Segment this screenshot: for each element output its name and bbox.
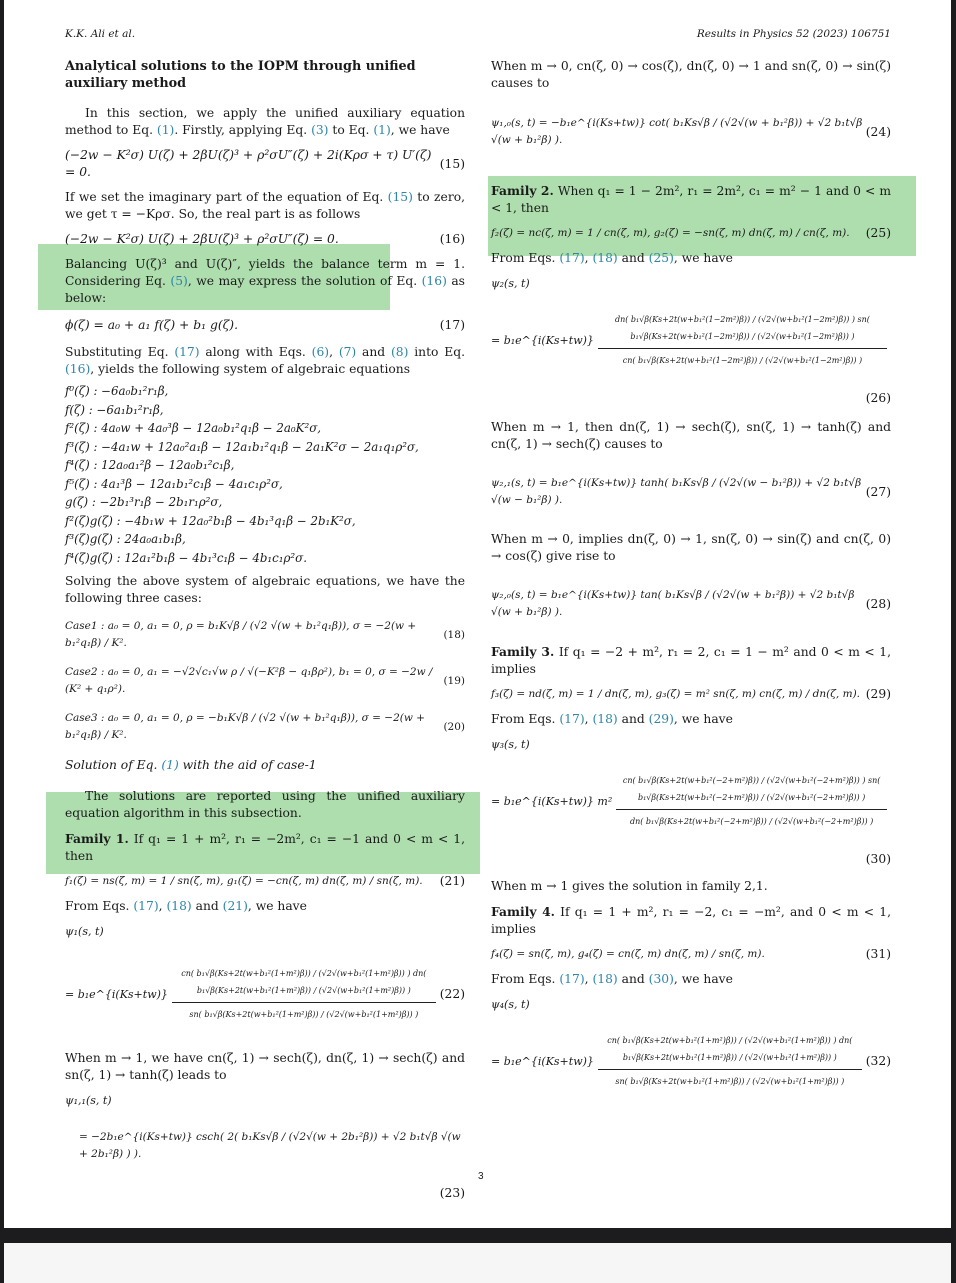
text: , yields the following system of algebraic equations (90, 362, 411, 376)
text: and (617, 251, 649, 265)
system-line: f³(ζ)g(ζ) : 24a₀a₁b₁β, (65, 532, 186, 546)
fraction-denominator: dn( b₁√β(Ks+2t(w+b₁²(−2+m²)β)) / (√2√(w+b₁²(−2+m²)β)) ) (629, 817, 874, 826)
equation-body: f₃(ζ) = nd(ζ, m) = 1 / dn(ζ, m), g₃(ζ) = m² sn(ζ, m) cn(ζ, m) / dn(ζ, m). (491, 688, 860, 700)
fraction-denominator: sn( b₁√β(Ks+2t(w+b₁²(1+m²)β)) / (√2√(w+b₁²(1+m²)β)) ) (189, 1010, 419, 1019)
eq-ref[interactable]: (15) (387, 190, 413, 204)
text: , we have (247, 899, 307, 913)
subsection-heading (65, 757, 465, 774)
text: as below: (65, 274, 465, 305)
equation-number: (23) (439, 1186, 465, 1200)
equation-body: f₁(ζ) = ns(ζ, m) = 1 / sn(ζ, m), g₁(ζ) = −cn(ζ, m) dn(ζ, m) / sn(ζ, m). (65, 875, 423, 887)
equation-number: (31) (865, 947, 891, 961)
text: , (329, 345, 339, 359)
equation-27 (491, 461, 891, 523)
eq-ref[interactable]: (6) (311, 345, 330, 359)
paragraph (65, 105, 465, 139)
text: and (617, 712, 649, 726)
eq-ref[interactable]: (17) (559, 972, 585, 986)
system-line: f²(ζ)g(ζ) : −4b₁w + 12a₀²b₁β − 4b₁³q₁β − 2b₁K²σ, (65, 513, 356, 528)
text: If q₁ = −2 + m², r₁ = 2, c₁ = 1 − m² and 0 < m < 1, implies (491, 645, 891, 676)
equation-20 (65, 707, 465, 747)
eq-ref[interactable]: (17) (559, 712, 585, 726)
equation-prefix: = b₁e^{i(Ks+tw)} (65, 987, 168, 1001)
header-journal: Results in Physics 52 (2023) 106751 (696, 28, 891, 40)
family-label: Family 2. (491, 183, 554, 198)
equation-24 (491, 100, 891, 164)
text: If we set the imaginary part of the equation of Eq. (65, 190, 388, 204)
eq-ref[interactable]: (21) (222, 899, 248, 913)
family-2-statement (491, 182, 891, 217)
fraction-numerator: dn( b₁√β(Ks+2t(w+b₁²(1−2m²)β)) / (√2√(w+b₁²(1−2m²)β)) ) sn( b₁√β(Ks+2t(w+b₁²(1−2m²)β)) / (√2√(w+b₁²(1−2m²)β)) ) (598, 311, 887, 349)
equation-prefix: = b₁e^{i(Ks+tw)} m² (491, 794, 613, 808)
text: , we may express the solution of Eq. (187, 274, 422, 288)
paragraph: When m → 1, we have cn(ζ, 1) → sech(ζ), dn(ζ, 1) → sech(ζ) and sn(ζ, 1) → tanh(ζ) leads to (65, 1051, 465, 1082)
equation-number: (24) (865, 124, 891, 139)
text: into Eq. (408, 345, 465, 359)
fraction-denominator: cn( b₁√β(Ks+2t(w+b₁²(1−2m²)β)) / (√2√(w+b₁²(1−2m²)β)) ) (622, 356, 863, 365)
text: In this section, we apply the unified auxiliary equation method to Eq. (65, 106, 465, 137)
text: with the aid of case-1 (178, 758, 317, 772)
text: Balancing U(ζ)³ and U(ζ)″, yields the balance term m = 1. Considering Eq. (65, 257, 465, 288)
paragraph (491, 711, 891, 728)
equation-body: ψ₁,₀(s, t) = −b₁e^{i(Ks+tw)} cot( b₁Ks√β / (√2√(w + b₁²β)) + √2 b₁t√β √(w + b₁²β) ). (491, 117, 863, 146)
eq-ref[interactable]: (1) (156, 123, 175, 137)
eq-ref[interactable]: (25) (648, 251, 674, 265)
eq-ref[interactable]: (1) (161, 758, 179, 772)
equation-number: (32) (865, 1053, 891, 1068)
pdf-page (4, 0, 951, 1228)
eq-ref[interactable]: (18) (592, 712, 618, 726)
text: , we have (673, 251, 733, 265)
text: , (158, 899, 167, 913)
text: , we have (390, 123, 450, 137)
equation-30 (491, 759, 891, 843)
fraction-denominator: sn( b₁√β(Ks+2t(w+b₁²(1+m²)β)) / (√2√(w+b₁²(1+m²)β)) ) (615, 1077, 845, 1086)
equation-body: ψ₂,₀(s, t) = b₁e^{i(Ks+tw)} tan( b₁Ks√β / (√2√(w + b₁²β)) + √2 b₁t√β √(w + b₁²β) ). (491, 589, 855, 618)
text: to zero, we get τ = −Kρσ. So, the real part is as follows (65, 190, 466, 221)
paragraph (491, 971, 891, 988)
paragraph: When m → 0, implies dn(ζ, 0) → 1, sn(ζ, 0) → sin(ζ) and cn(ζ, 0) → cos(ζ) give rise to (491, 532, 891, 563)
text: , we have (673, 972, 733, 986)
text: When q₁ = 1 − 2m², r₁ = 2m², c₁ = m² − 1 and 0 < m < 1, then (491, 184, 891, 215)
equation-number: (18) (443, 628, 465, 641)
equation-21 (65, 873, 465, 890)
left-column (65, 58, 465, 1202)
text: From Eqs. (491, 712, 560, 726)
algebraic-system (65, 382, 465, 567)
eq-ref[interactable]: (29) (648, 712, 674, 726)
eq-ref[interactable]: (17) (174, 345, 200, 359)
system-line: f⁰(ζ) : −6a₀b₁²r₁β, (65, 384, 169, 398)
text: , (584, 972, 593, 986)
family-label: Family 4. (491, 904, 555, 919)
equation-body: Case3 : a₀ = 0, a₁ = 0, ρ = −b₁K√β / (√2 √(w + b₁²q₁β)), σ = −2(w + b₁²q₁β) / K². (65, 712, 425, 741)
system-line: f⁴(ζ) : 12a₀a₁²β − 12a₀b₁²c₁β, (65, 458, 235, 472)
fraction-numerator: cn( b₁√β(Ks+2t(w+b₁²(1+m²)β)) / (√2√(w+b₁²(1+m²)β)) ) dn( b₁√β(Ks+2t(w+b₁²(1+m²)β)) / (√2√(w+b₁²(1+m²)β)) ) (598, 1032, 862, 1070)
paragraph: When m → 1, then dn(ζ, 1) → sech(ζ), sn(ζ, 1) → tanh(ζ) and cn(ζ, 1) → sech(ζ) causes to (491, 420, 891, 451)
family-label: Family 3. (491, 644, 555, 659)
equation-28 (491, 573, 891, 635)
equation-number: (25) (865, 226, 891, 240)
equation-body: Case2 : a₀ = 0, a₁ = −√2√c₁√w ρ / √(−K²β − q₁βρ²), b₁ = 0, σ = −2w / (K² + q₁ρ²). (65, 666, 433, 695)
text: If q₁ = 1 + m², r₁ = −2, c₁ = −m², and 0 < m < 1, implies (491, 905, 891, 936)
paragraph: Solving the above system of algebraic equations, we have the following three cases: (65, 574, 465, 605)
equation-17 (65, 317, 465, 334)
psi11-label: ψ₁,₁(s, t) (65, 1094, 112, 1107)
psi1-label: ψ₁(s, t) (65, 925, 104, 938)
equation-body: f₄(ζ) = sn(ζ, m), g₄(ζ) = cn(ζ, m) dn(ζ, m) / sn(ζ, m). (491, 948, 765, 960)
fraction-numerator: cn( b₁√β(Ks+2t(w+b₁²(1+m²)β)) / (√2√(w+b₁²(1+m²)β)) ) dn( b₁√β(Ks+2t(w+b₁²(1+m²)β)) / (√2√(w+b₁²(1+m²)β)) ) (172, 965, 436, 1003)
equation-number: (30) (865, 852, 891, 866)
page-number: 3 (478, 1171, 484, 1182)
family-4-statement (491, 903, 891, 938)
equation-15 (65, 147, 465, 181)
equation-31 (491, 946, 891, 963)
text: to Eq. (328, 123, 374, 137)
psi4-label: ψ₄(s, t) (491, 998, 530, 1011)
equation-number: (26) (865, 391, 891, 405)
equation-number: (29) (865, 687, 891, 701)
text: along with Eqs. (199, 345, 312, 359)
equation-23 (65, 1115, 465, 1177)
paragraph (65, 189, 465, 223)
equation-26 (491, 298, 891, 382)
eq-ref[interactable]: (18) (592, 251, 618, 265)
equation-number: (21) (439, 874, 465, 888)
text: and (191, 899, 223, 913)
text: , (584, 712, 593, 726)
equation-22 (65, 946, 465, 1042)
equation-number: (20) (443, 720, 465, 733)
equation-fraction (168, 965, 440, 1023)
paragraph (491, 250, 891, 267)
eq-ref[interactable]: (5) (170, 274, 188, 288)
equation-number: (17) (439, 318, 465, 332)
equation-18 (65, 615, 465, 655)
text: Substituting Eq. (65, 345, 175, 359)
eq-ref[interactable]: (8) (390, 345, 409, 359)
equation-25 (491, 225, 891, 242)
eq-ref[interactable]: (16) (65, 362, 91, 376)
fraction-numerator: cn( b₁√β(Ks+2t(w+b₁²(−2+m²)β)) / (√2√(w+b₁²(−2+m²)β)) ) sn( b₁√β(Ks+2t(w+b₁²(−2+m²)β)) / (√2√(w+b₁²(−2+m²)β)) ) (616, 772, 887, 810)
paragraph (65, 898, 465, 915)
text: , (584, 251, 593, 265)
text: If q₁ = 1 + m², r₁ = −2m², c₁ = −1 and 0 < m < 1, then (65, 832, 465, 863)
equation-fraction (594, 1032, 866, 1090)
equation-body: (−2w − K²σ) U(ζ) + 2βU(ζ)³ + ρ²σU″(ζ) + 2i(Kρσ + τ) U′(ζ) = 0. (65, 148, 432, 179)
text: and (356, 345, 391, 359)
eq-ref[interactable]: (18) (166, 899, 192, 913)
eq-ref[interactable]: (30) (648, 972, 674, 986)
equation-16 (65, 231, 465, 248)
equation-number: (28) (865, 596, 891, 611)
paragraph (65, 344, 465, 378)
text: From Eqs. (491, 251, 560, 265)
equation-body: f₂(ζ) = nc(ζ, m) = 1 / cn(ζ, m), g₂(ζ) = −sn(ζ, m) dn(ζ, m) / cn(ζ, m). (491, 227, 850, 239)
system-line: f⁴(ζ)g(ζ) : 12a₁²b₁β − 4b₁³c₁β − 4b₁c₁ρ²σ. (65, 550, 307, 565)
equation-number: (15) (439, 156, 465, 171)
equation-number: (27) (865, 484, 891, 499)
equation-body: ϕ(ζ) = a₀ + a₁ f(ζ) + b₁ g(ζ). (65, 318, 238, 332)
text: From Eqs. (65, 899, 134, 913)
equation-29 (491, 686, 891, 703)
section-title: Analytical solutions to the IOPM through unified auxiliary method (65, 59, 416, 91)
equation-prefix: = b₁e^{i(Ks+tw)} (491, 333, 594, 347)
equation-prefix: = b₁e^{i(Ks+tw)} (491, 1054, 594, 1068)
text: . Firstly, applying Eq. (174, 123, 312, 137)
header-authors: K.K. Ali et al. (65, 28, 136, 40)
paragraph: When m → 1 gives the solution in family 2,1. (491, 879, 768, 893)
paragraph (65, 256, 465, 307)
equation-number: (19) (443, 674, 465, 687)
equation-body: = −2b₁e^{i(Ks+tw)} csch( 2( b₁Ks√β / (√2√(w + 2b₁²β)) + √2 b₁t√β √(w + 2b₁²β) ) ). (79, 1131, 461, 1160)
paragraph: The solutions are reported using the unified auxiliary equation algorithm in this subsection. (65, 789, 465, 820)
system-line: f⁵(ζ) : 4a₁³β − 12a₁b₁²c₁β − 4a₁c₁ρ²σ, (65, 476, 283, 491)
family-label: Family 1. (65, 831, 129, 846)
equation-number: (22) (439, 986, 465, 1001)
text: From Eqs. (491, 972, 560, 986)
system-line: f(ζ) : −6a₁b₁²r₁β, (65, 402, 164, 417)
equation-body: ψ₂,₁(s, t) = b₁e^{i(Ks+tw)} tanh( b₁Ks√β / (√2√(w − b₁²β)) + √2 b₁t√β √(w − b₁²β) ). (491, 477, 862, 506)
family-3-statement (491, 643, 891, 678)
eq-ref[interactable]: (17) (133, 899, 159, 913)
eq-ref[interactable]: (3) (311, 123, 329, 137)
text: and (617, 972, 649, 986)
right-column (491, 58, 891, 1111)
equation-fraction (612, 772, 891, 830)
text: Solution of Eq. (65, 758, 162, 772)
equation-32 (491, 1019, 891, 1103)
equation-19 (65, 663, 465, 699)
equation-fraction (594, 311, 891, 369)
paragraph: When m → 0, cn(ζ, 0) → cos(ζ), dn(ζ, 0) → 1 and sn(ζ, 0) → sin(ζ) causes to (491, 59, 891, 90)
psi3-label: ψ₃(s, t) (491, 738, 530, 751)
equation-body: (−2w − K²σ) U(ζ) + 2βU(ζ)³ + ρ²σU″(ζ) = 0. (65, 232, 339, 246)
text: , we have (673, 712, 733, 726)
eq-ref[interactable]: (7) (338, 345, 357, 359)
eq-ref[interactable]: (16) (421, 274, 447, 288)
eq-ref[interactable]: (18) (592, 972, 618, 986)
eq-ref[interactable]: (1) (373, 123, 391, 137)
family-1-statement (65, 830, 465, 865)
eq-ref[interactable]: (17) (559, 251, 585, 265)
system-line: f²(ζ) : 4a₀w + 4a₀³β − 12a₀b₁²q₁β − 2a₀K²σ, (65, 421, 322, 435)
system-line: g(ζ) : −2b₁³r₁β − 2b₁r₁ρ²σ, (65, 495, 223, 509)
equation-number: (16) (439, 232, 465, 246)
system-line: f³(ζ) : −4a₁w + 12a₀²a₁β − 12a₁b₁²q₁β − 2a₁K²σ − 2a₁q₁ρ²σ, (65, 439, 419, 454)
next-page-edge (4, 1243, 951, 1283)
equation-body: Case1 : a₀ = 0, a₁ = 0, ρ = b₁K√β / (√2 √(w + b₁²q₁β)), σ = −2(w + b₁²q₁β) / K². (65, 620, 417, 649)
psi2-label: ψ₂(s, t) (491, 277, 530, 290)
